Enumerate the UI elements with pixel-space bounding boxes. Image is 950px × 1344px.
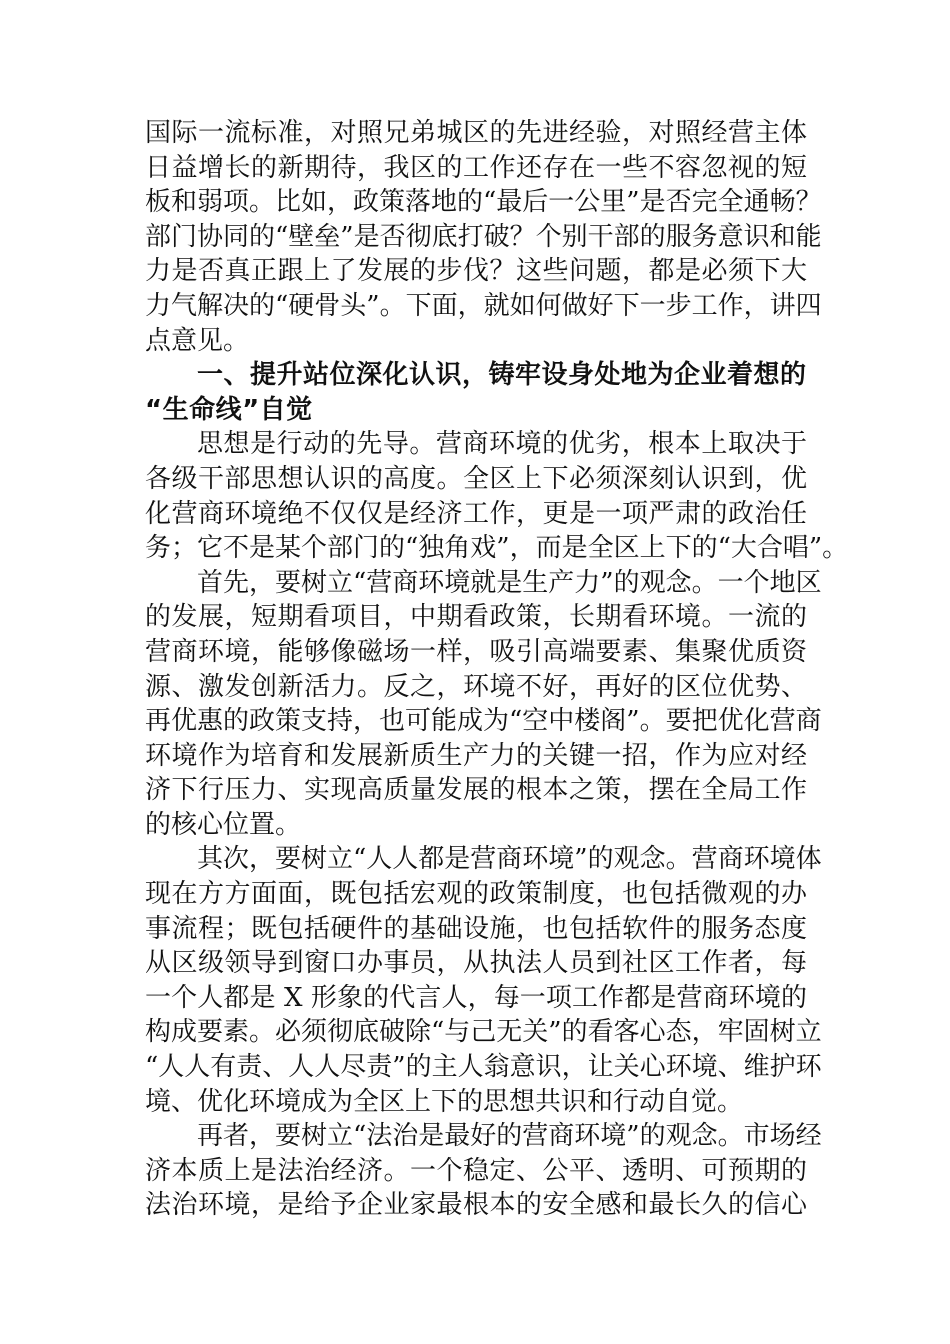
text-line: 板和弱项。比如，政策落地的“最后一公里”是否完全通畅？ xyxy=(145,187,822,218)
text-line: 法治环境，是给予企业家最根本的安全感和最长久的信心 xyxy=(145,1190,807,1221)
document-body xyxy=(145,116,849,1223)
text-line: “人人有责、人人尽责”的主人翁意识，让关心环境、维护环 xyxy=(145,1052,822,1083)
text-line: 从区级领导到窗口办事员，从执法人员到社区工作者，每 xyxy=(145,948,807,979)
section-heading xyxy=(145,358,807,427)
text-line: 日益增长的新期待，我区的工作还存在一些不容忽视的短 xyxy=(145,152,807,183)
paragraph-everyone xyxy=(145,842,822,1119)
text-line: 力是否真正跟上了发展的步伐？这些问题，都是必须下大 xyxy=(145,256,807,287)
text-line: 力气解决的“硬骨头”。下面，就如何做好下一步工作，讲四 xyxy=(145,290,822,321)
text-line: 环境作为培育和发展新质生产力的关键一招，作为应对经 xyxy=(145,740,807,771)
text-line: 国际一流标准，对照兄弟城区的先进经验，对照经营主体 xyxy=(145,118,807,148)
text-line: 的发展，短期看项目，中期看政策，长期看环境。一流的 xyxy=(145,602,807,633)
paragraph-productivity xyxy=(145,566,822,843)
text-line: 其次，要树立“人人都是营商环境”的观念。营商环境体 xyxy=(197,844,822,875)
text-line: 事流程；既包括硬件的基础设施，也包括软件的服务态度 xyxy=(145,913,807,944)
text-line: 化营商环境绝不仅仅是经济工作，更是一项严肃的政治任 xyxy=(145,498,807,529)
text-line: 再者，要树立“法治是最好的营商环境”的观念。市场经 xyxy=(197,1121,822,1152)
paragraph-rule-of-law xyxy=(145,1119,822,1223)
text-line: 的核心位置。 xyxy=(145,809,302,840)
text-line: 源、激发创新活力。反之，环境不好，再好的区位优势、 xyxy=(145,671,807,702)
text-line: 境、优化环境成为全区上下的思想共识和行动自觉。 xyxy=(145,1086,744,1117)
text-line: 构成要素。必须彻底破除“与己无关”的看客心态，牢固树立 xyxy=(145,1017,822,1048)
heading-line: 一、提升站位深化认识，铸牢设身处地为企业着想的 xyxy=(197,360,807,391)
text-line: 济下行压力、实现高质量发展的根本之策，摆在全局工作 xyxy=(145,775,807,806)
text-line: 部门协同的“壁垒”是否彻底打破？个别干部的服务意识和能 xyxy=(145,221,822,252)
paragraph-thought xyxy=(145,427,849,565)
text-line: 首先，要树立“营商环境就是生产力”的观念。一个地区 xyxy=(197,567,822,598)
text-line: 思想是行动的先导。营商环境的优劣，根本上取决于 xyxy=(197,429,807,460)
text-line: 再优惠的政策支持，也可能成为“空中楼阁”。要把优化营商 xyxy=(145,706,822,737)
text-line: 各级干部思想认识的高度。全区上下必须深刻认识到，优 xyxy=(145,463,807,494)
text-line: 点意见。 xyxy=(145,325,250,356)
text-line: 务；它不是某个部门的“独角戏”，而是全区上下的“大合唱”。 xyxy=(145,533,849,564)
intro-paragraph xyxy=(145,116,822,358)
text-line: 济本质上是法治经济。一个稳定、公平、透明、可预期的 xyxy=(145,1155,807,1186)
text-line: 营商环境，能够像磁场一样，吸引高端要素、集聚优质资 xyxy=(145,636,807,667)
text-line: 一个人都是 X 形象的代言人，每一项工作都是营商环境的 xyxy=(145,982,807,1013)
text-line: 现在方方面面，既包括宏观的政策制度，也包括微观的办 xyxy=(145,879,807,910)
heading-line: “生命线”自觉 xyxy=(145,394,313,425)
